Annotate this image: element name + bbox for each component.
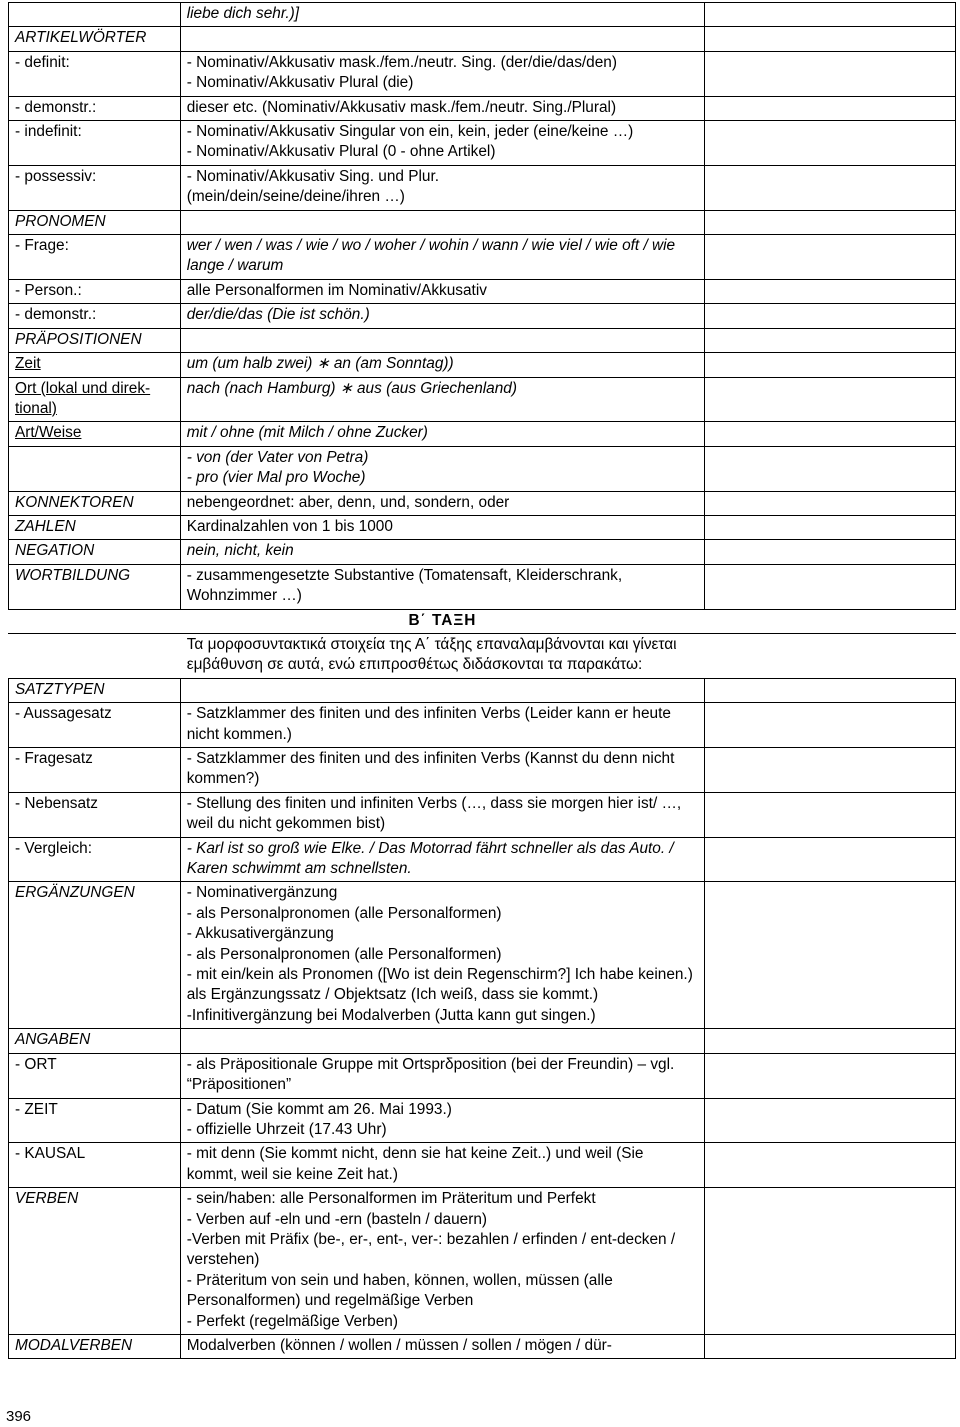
row-content: - Nominativergänzung - als Personalpronomen (alle Personalformen) - Akkusativergänzung - als Personalpronomen (alle Personalformen) - mit ein/kein als Pronomen ([Wo ist dein Regenschirm?] Ich habe keinen.) als Ergänzungssatz / Objektsatz (Ich weiß, dass sie kommt.) -Infinitivergänzung bei Modalverben (Jutta kann gut singen.) [180, 882, 704, 1029]
table-row [9, 353, 956, 377]
row-content: - Nominativ/Akkusativ Singular von ein, kein, jeder (eine/keine …) - Nominativ/Akkusativ Plural (0 - ohne Artikel) [180, 121, 704, 166]
row-extra [705, 96, 956, 120]
row-content [180, 1029, 704, 1053]
row-label: Art/Weise [9, 422, 181, 446]
row-content: Kardinalzahlen von 1 bis 1000 [180, 515, 704, 539]
table-row [9, 837, 956, 882]
row-extra [705, 51, 956, 96]
row-label [9, 609, 181, 633]
row-content: - zusammengesetzte Substantive (Tomatensaft, Kleiderschrank, Wohnzimmer …) [180, 564, 704, 609]
row-extra [705, 491, 956, 515]
row-extra [705, 748, 956, 793]
row-label: PRONOMEN [9, 210, 181, 234]
table-row [9, 1188, 956, 1335]
table-row [9, 328, 956, 352]
table-row [9, 96, 956, 120]
row-content [180, 328, 704, 352]
row-extra [705, 446, 956, 491]
row-label: KONNEKTOREN [9, 491, 181, 515]
row-extra [705, 1334, 956, 1358]
row-content: nein, nicht, kein [180, 540, 704, 564]
table-row [9, 446, 956, 491]
row-extra [705, 328, 956, 352]
row-extra [705, 515, 956, 539]
row-content: - Nominativ/Akkusativ mask./fem./neutr. Sing. (der/die/das/den) - Nominativ/Akkusativ Plural (die) [180, 51, 704, 96]
section-title: B΄ ΤΑΞΗ [180, 609, 704, 633]
row-extra [705, 633, 956, 678]
row-label: WORTBILDUNG [9, 564, 181, 609]
row-content: - Karl ist so groß wie Elke. / Das Motorrad fährt schneller als das Auto. / Karen schwimmt am schnellsten. [180, 837, 704, 882]
row-label: - Frage: [9, 235, 181, 280]
row-label: Zeit [9, 353, 181, 377]
row-content: dieser etc. (Nominativ/Akkusativ mask./fem./neutr. Sing./Plural) [180, 96, 704, 120]
row-extra [705, 3, 956, 27]
row-content: Τα μορφοσυντακτικά στοιχεία της Α΄ τάξης επαναλαμβάνονται και γίνεται εμβάθυνση σε αυτά, ενώ επιπροσθέτως διδάσκονται τα παρακάτω: [180, 633, 704, 678]
row-label: ARTIKELWÖRTER [9, 27, 181, 51]
row-label: - Person.: [9, 279, 181, 303]
row-label: - possessiv: [9, 165, 181, 210]
row-label: NEGATION [9, 540, 181, 564]
table-row [9, 121, 956, 166]
row-extra [705, 540, 956, 564]
row-content: wer / wen / was / wie / wo / woher / wohin / wann / wie viel / wie oft / wie lange / warum [180, 235, 704, 280]
row-label: Ort (lokal und direk- tional) [9, 377, 181, 422]
table-row [9, 1029, 956, 1053]
row-label: SATZTYPEN [9, 678, 181, 702]
table-row [9, 1098, 956, 1143]
table-row [9, 1334, 956, 1358]
row-label: - definit: [9, 51, 181, 96]
row-extra [705, 1029, 956, 1053]
row-content: - mit denn (Sie kommt nicht, denn sie hat keine Zeit..) und weil (Sie kommt, weil sie keine Zeit hat.) [180, 1143, 704, 1188]
row-content [180, 678, 704, 702]
row-label: - Vergleich: [9, 837, 181, 882]
row-label [9, 3, 181, 27]
row-label: MODALVERBEN [9, 1334, 181, 1358]
table-row [9, 609, 956, 633]
row-extra [705, 353, 956, 377]
row-content: - Satzklammer des finiten und des infiniten Verbs (Leider kann er heute nicht kommen.) [180, 703, 704, 748]
table-row [9, 279, 956, 303]
row-extra [705, 121, 956, 166]
row-extra [705, 210, 956, 234]
row-content: - Nominativ/Akkusativ Sing. und Plur. (mein/dein/seine/deine/ihren …) [180, 165, 704, 210]
row-extra [705, 1098, 956, 1143]
row-label: ZAHLEN [9, 515, 181, 539]
row-label: ERGÄNZUNGEN [9, 882, 181, 1029]
table-row [9, 210, 956, 234]
row-extra [705, 1188, 956, 1335]
row-content: - als Präpositionale Gruppe mit Ortsprδposition (bei der Freundin) – vgl. “Präpositionen” [180, 1053, 704, 1098]
table-row [9, 633, 956, 678]
row-extra [705, 377, 956, 422]
table-row [9, 1143, 956, 1188]
grammar-table-body [9, 3, 956, 1359]
row-content: - Stellung des finiten und infiniten Verbs (…, dass sie morgen hier ist/ …, weil du nicht gekommen bist) [180, 792, 704, 837]
row-label: - demonstr.: [9, 96, 181, 120]
row-label: - KAUSAL [9, 1143, 181, 1188]
row-extra [705, 678, 956, 702]
row-extra [705, 1143, 956, 1188]
table-row [9, 3, 956, 27]
row-extra [705, 422, 956, 446]
row-extra [705, 703, 956, 748]
row-label: - ORT [9, 1053, 181, 1098]
row-extra [705, 279, 956, 303]
table-row [9, 882, 956, 1029]
table-row [9, 564, 956, 609]
table-row [9, 703, 956, 748]
row-label: ANGABEN [9, 1029, 181, 1053]
row-extra [705, 235, 956, 280]
table-row [9, 1053, 956, 1098]
row-content: liebe dich sehr.)] [180, 3, 704, 27]
row-content: - Datum (Sie kommt am 26. Mai 1993.) - offizielle Uhrzeit (17.43 Uhr) [180, 1098, 704, 1143]
table-row [9, 748, 956, 793]
table-row [9, 792, 956, 837]
row-content: Modalverben (können / wollen / müssen / sollen / mögen / dür- [180, 1334, 704, 1358]
table-row [9, 515, 956, 539]
row-label [9, 633, 181, 678]
row-content [180, 210, 704, 234]
row-content: - sein/haben: alle Personalformen im Präteritum und Perfekt - Verben auf -eln und -ern (basteln / dauern) -Verben mit Präfix (be-, er-, ent-, ver-: bezahlen / erfinden / ent-decken / verstehen) - Präteritum von sein und haben, können, wollen, müssen (alle Personalformen) und regelmäßige Verben - Perfekt (regelmäßige Verben) [180, 1188, 704, 1335]
row-extra [705, 564, 956, 609]
row-content: nebengeordnet: aber, denn, und, sondern, oder [180, 491, 704, 515]
row-label: PRÄPOSITIONEN [9, 328, 181, 352]
row-extra [705, 792, 956, 837]
row-label: - Aussagesatz [9, 703, 181, 748]
table-row [9, 27, 956, 51]
row-label: - Nebensatz [9, 792, 181, 837]
row-label: VERBEN [9, 1188, 181, 1335]
page-number: 396 [6, 1408, 32, 1425]
row-extra [705, 837, 956, 882]
row-content: alle Personalformen im Nominativ/Akkusativ [180, 279, 704, 303]
row-content [180, 27, 704, 51]
row-label: - ZEIT [9, 1098, 181, 1143]
row-extra [705, 165, 956, 210]
table-row [9, 678, 956, 702]
row-extra [705, 1053, 956, 1098]
row-label: - Fragesatz [9, 748, 181, 793]
table-row [9, 491, 956, 515]
table-row [9, 165, 956, 210]
row-extra [705, 304, 956, 328]
row-label [9, 446, 181, 491]
row-content: - von (der Vater von Petra) - pro (vier Mal pro Woche) [180, 446, 704, 491]
table-row [9, 540, 956, 564]
table-row [9, 422, 956, 446]
table-row [9, 51, 956, 96]
table-row [9, 377, 956, 422]
table-row [9, 304, 956, 328]
row-content: um (um halb zwei) ∗ an (am Sonntag)) [180, 353, 704, 377]
row-label: - indefinit: [9, 121, 181, 166]
row-label: - demonstr.: [9, 304, 181, 328]
row-extra [705, 27, 956, 51]
row-extra [705, 609, 956, 633]
row-content: nach (nach Hamburg) ∗ aus (aus Griechenland) [180, 377, 704, 422]
row-extra [705, 882, 956, 1029]
row-content: mit / ohne (mit Milch / ohne Zucker) [180, 422, 704, 446]
row-content: - Satzklammer des finiten und des infiniten Verbs (Kannst du denn nicht kommen?) [180, 748, 704, 793]
table-row [9, 235, 956, 280]
grammar-table [8, 2, 956, 1359]
row-content: der/die/das (Die ist schön.) [180, 304, 704, 328]
